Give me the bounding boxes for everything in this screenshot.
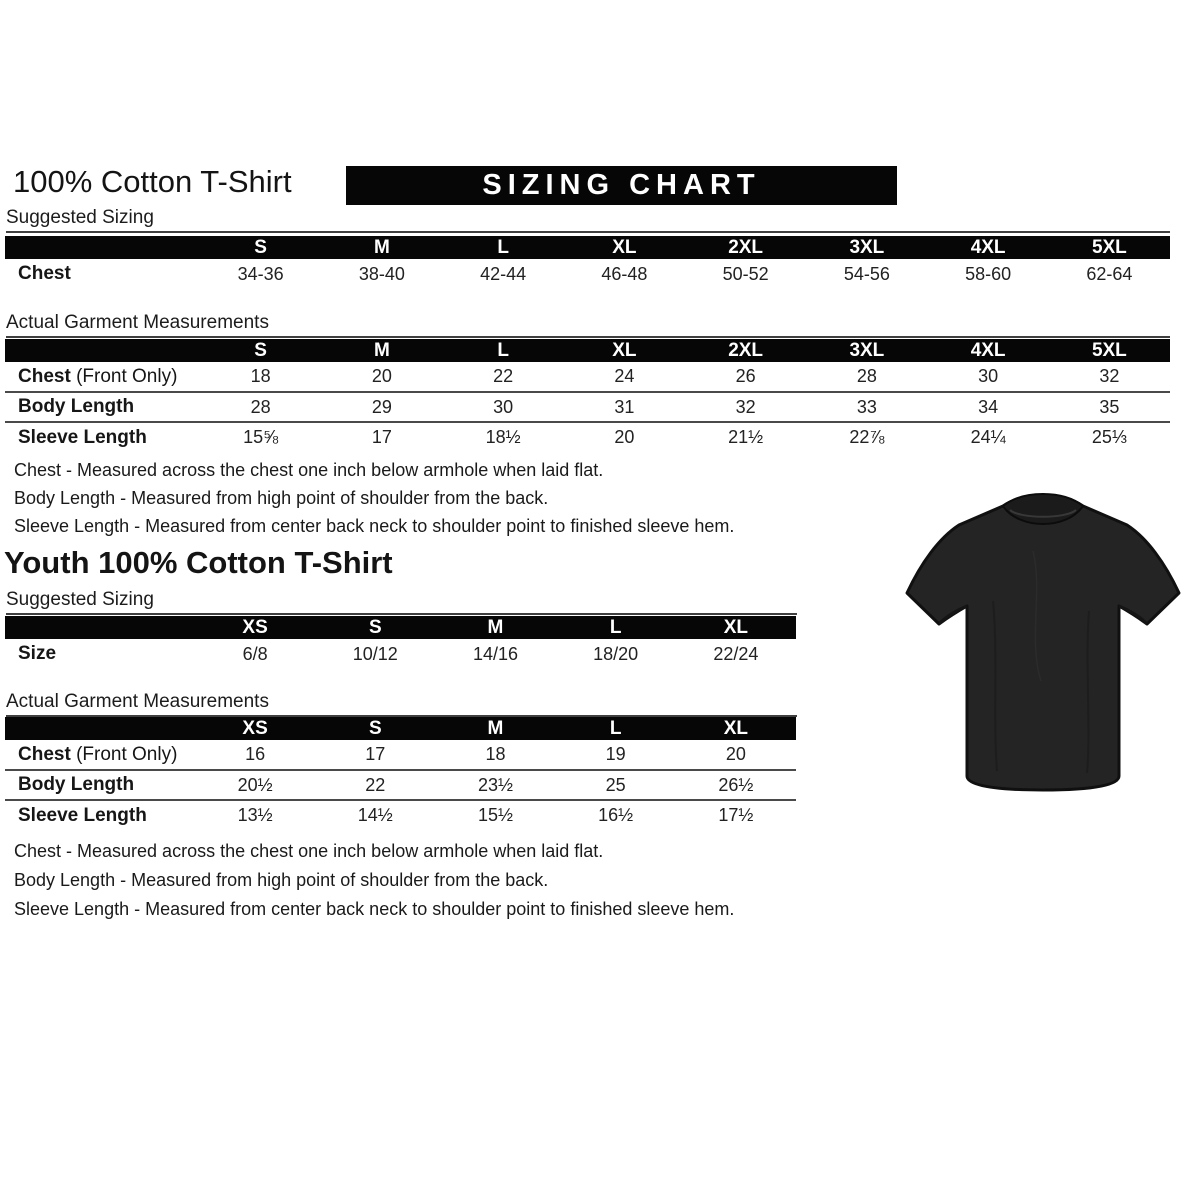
adult-measurement-notes — [14, 456, 734, 540]
col-header: M — [321, 339, 442, 362]
table-row — [5, 392, 1170, 422]
adult-suggested-sizing-heading: Suggested Sizing — [6, 207, 1170, 233]
col-header: M — [321, 236, 442, 259]
measurement-cell: 38-40 — [358, 263, 405, 284]
measurement-cell: 20½ — [237, 774, 273, 795]
measurement-cell: 17 — [371, 427, 392, 447]
measurement-cell: 22/24 — [713, 643, 759, 664]
measurement-cell: 10/12 — [352, 643, 398, 664]
col-header: 4XL — [928, 236, 1049, 259]
measurement-cell: 23½ — [477, 774, 513, 795]
measurement-cell: 26 — [735, 366, 756, 386]
col-header: 3XL — [806, 339, 927, 362]
measurement-cell: 22⅞ — [849, 427, 885, 447]
youth-section-title: Youth 100% Cotton T-Shirt — [4, 545, 393, 580]
col-header: XS — [195, 616, 315, 639]
measurement-cell: 17½ — [718, 805, 754, 825]
note-line: Body Length - Measured from high point of shoulder from the back. — [14, 488, 549, 508]
row-label: Body Length — [18, 396, 135, 417]
table-header-row — [5, 236, 1170, 259]
measurement-cell: 20 — [614, 427, 635, 447]
adult-suggested-sizing-table — [5, 236, 1170, 289]
col-header: L — [556, 717, 676, 740]
measurement-cell: 16½ — [598, 805, 634, 825]
col-header: S — [200, 236, 321, 259]
measurement-cell: 46-48 — [601, 263, 648, 284]
col-header: 2XL — [685, 236, 806, 259]
col-header: L — [443, 236, 564, 259]
measurement-cell: 32 — [1099, 366, 1120, 386]
youth-actual-measurements-heading: Actual Garment Measurements — [6, 691, 797, 717]
col-header: S — [315, 717, 435, 740]
measurement-cell: 24 — [614, 366, 635, 386]
measurement-cell: 14½ — [357, 805, 393, 825]
table-row — [5, 362, 1170, 392]
table-row — [5, 770, 796, 800]
measurement-cell: 18 — [485, 744, 506, 764]
col-header: L — [556, 616, 676, 639]
table-row — [5, 259, 1170, 289]
black-tshirt-icon — [893, 481, 1193, 811]
corner-cell — [5, 236, 200, 259]
col-header: M — [435, 616, 555, 639]
measurement-cell: 16 — [245, 744, 266, 764]
col-header: M — [435, 717, 555, 740]
table-header-row — [5, 339, 1170, 362]
col-header: XL — [564, 236, 685, 259]
table-row — [5, 740, 796, 770]
measurement-cell: 15⅝ — [243, 427, 279, 447]
measurement-cell: 35 — [1099, 396, 1120, 417]
row-label: Sleeve Length — [18, 426, 147, 448]
col-header: 5XL — [1049, 339, 1170, 362]
col-header: L — [443, 339, 564, 362]
measurement-cell: 32 — [735, 396, 756, 417]
tshirt-image — [893, 481, 1193, 816]
note-line: Sleeve Length - Measured from center back neck to shoulder point to finished sleeve hem. — [14, 899, 735, 919]
measurement-cell: 28 — [856, 366, 877, 386]
measurement-cell: 29 — [371, 396, 392, 417]
measurement-cell: 22 — [365, 774, 386, 795]
youth-measurement-notes — [14, 837, 734, 924]
measurement-cell: 28 — [250, 396, 271, 417]
note-line: Chest - Measured across the chest one inch below armhole when laid flat. — [14, 460, 604, 480]
col-header: 2XL — [685, 339, 806, 362]
measurement-cell: 20 — [725, 744, 746, 764]
measurement-cell: 17 — [365, 744, 386, 764]
col-header: 5XL — [1049, 236, 1170, 259]
measurement-cell: 18½ — [485, 427, 521, 447]
youth-suggested-sizing-table — [5, 616, 796, 669]
col-header: XL — [564, 339, 685, 362]
measurement-cell: 18/20 — [593, 643, 639, 664]
table-row — [5, 639, 796, 669]
row-label: Chest (Front Only) — [18, 743, 178, 765]
youth-actual-measurements-table — [5, 717, 796, 830]
sizing-chart-banner: SIZING CHART — [346, 166, 897, 205]
measurement-cell: 15½ — [477, 805, 513, 825]
measurement-cell: 22 — [493, 366, 514, 386]
corner-cell — [5, 616, 195, 639]
measurement-cell: 34 — [978, 396, 999, 417]
measurement-cell: 58-60 — [965, 263, 1012, 284]
measurement-cell: 30 — [493, 396, 514, 417]
measurement-cell: 21½ — [728, 427, 764, 447]
measurement-cell: 14/16 — [472, 643, 518, 664]
table-header-row — [5, 616, 796, 639]
measurement-cell: 30 — [978, 366, 999, 386]
measurement-cell: 19 — [605, 744, 626, 764]
col-header: 3XL — [806, 236, 927, 259]
measurement-cell: 33 — [856, 396, 877, 417]
col-header: S — [315, 616, 435, 639]
measurement-cell: 24¼ — [970, 427, 1006, 447]
corner-cell — [5, 339, 200, 362]
measurement-cell: 13½ — [237, 805, 273, 825]
measurement-cell: 6/8 — [242, 643, 268, 664]
measurement-cell: 26½ — [718, 774, 754, 795]
col-header: XL — [676, 717, 796, 740]
row-label: Sleeve Length — [18, 804, 147, 826]
row-label: Chest — [18, 263, 71, 284]
col-header: 4XL — [928, 339, 1049, 362]
row-label: Size — [18, 643, 57, 664]
note-line: Body Length - Measured from high point of shoulder from the back. — [14, 870, 549, 890]
youth-suggested-sizing-heading: Suggested Sizing — [6, 589, 797, 615]
measurement-cell: 54-56 — [843, 263, 890, 284]
measurement-cell: 62-64 — [1086, 263, 1133, 284]
corner-cell — [5, 717, 195, 740]
measurement-cell: 25⅓ — [1091, 427, 1127, 447]
measurement-cell: 34-36 — [237, 263, 284, 284]
table-row — [5, 800, 796, 830]
adult-section-title: 100% Cotton T-Shirt — [13, 164, 292, 199]
adult-actual-measurements-heading: Actual Garment Measurements — [6, 312, 1170, 338]
row-label: Chest (Front Only) — [18, 365, 178, 387]
measurement-cell: 20 — [371, 366, 392, 386]
col-header: XS — [195, 717, 315, 740]
row-label: Body Length — [18, 774, 135, 795]
measurement-cell: 18 — [250, 366, 271, 386]
col-header: S — [200, 339, 321, 362]
table-row — [5, 422, 1170, 452]
measurement-cell: 25 — [605, 774, 626, 795]
measurement-cell: 31 — [614, 396, 635, 417]
measurement-cell: 50-52 — [722, 263, 769, 284]
table-header-row — [5, 717, 796, 740]
adult-actual-measurements-table — [5, 339, 1170, 452]
col-header: XL — [676, 616, 796, 639]
note-line: Chest - Measured across the chest one inch below armhole when laid flat. — [14, 841, 604, 861]
note-line: Sleeve Length - Measured from center back neck to shoulder point to finished sleeve hem. — [14, 516, 735, 536]
measurement-cell: 42-44 — [480, 263, 527, 284]
